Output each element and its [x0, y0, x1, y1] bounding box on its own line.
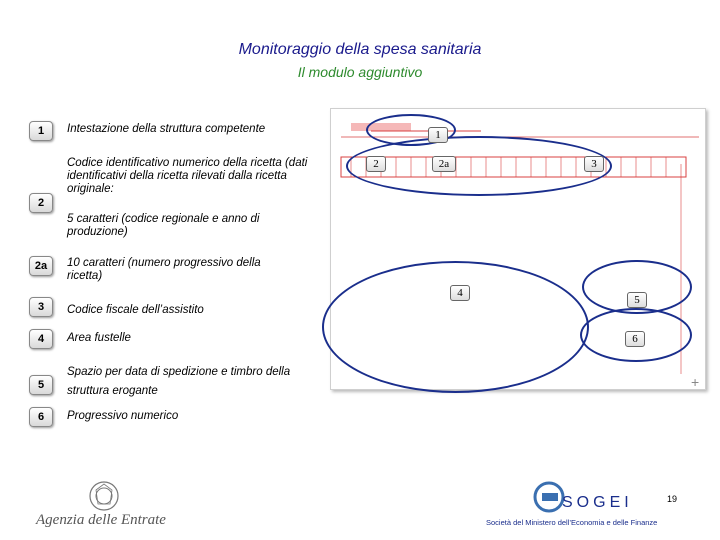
agenzia-entrate-logo [36, 478, 176, 534]
item-text-4: Area fustelle [67, 332, 131, 344]
page-number: 19 [667, 494, 678, 504]
marker-2: 2 [366, 156, 386, 172]
badge-1: 1 [29, 121, 53, 141]
item-text-3: Codice fiscale dell’assistito [67, 304, 204, 316]
badge-3: 3 [29, 297, 53, 317]
item-text-2-sub: 5 caratteri (codice regionale e anno di produzione) [67, 213, 260, 238]
badge-4: 4 [29, 329, 53, 349]
agenzia-entrate-text: Agenzia delle Entrate [36, 512, 166, 528]
badge-5: 5 [29, 375, 53, 395]
sogei-logo [532, 480, 642, 516]
sogei-text: SOGEI [562, 494, 633, 511]
marker-1: 1 [428, 127, 448, 143]
badge-6: 6 [29, 407, 53, 427]
marker-6: 6 [625, 331, 645, 347]
slide-title: Monitoraggio della spesa sanitaria [238, 41, 482, 58]
badge-2: 2 [29, 193, 53, 213]
company-tagline: Società del Ministero dell’Economia e delle Finanze [486, 518, 658, 527]
item-text-2a: 10 caratteri (numero progressivo della ricetta) [67, 257, 261, 282]
svg-text:+: + [691, 374, 700, 389]
marker-5: 5 [627, 292, 647, 308]
badge-2a: 2a [29, 256, 53, 276]
oval-4 [322, 261, 589, 393]
marker-4: 4 [450, 285, 470, 301]
item-text-5: Spazio per data di spedizione e timbro della struttura erogante [67, 366, 291, 397]
marker-3: 3 [584, 156, 604, 172]
slide-subtitle: Il modulo aggiuntivo [297, 64, 423, 80]
item-text-6: Progressivo numerico [67, 410, 179, 422]
item-text-2: Codice identificativo numerico della ricetta (dati identificativi della ricetta rilevati dalla ricetta originale: [67, 157, 308, 195]
item-text-1: Intestazione della struttura competente [67, 123, 266, 135]
marker-2a: 2a [432, 156, 456, 172]
